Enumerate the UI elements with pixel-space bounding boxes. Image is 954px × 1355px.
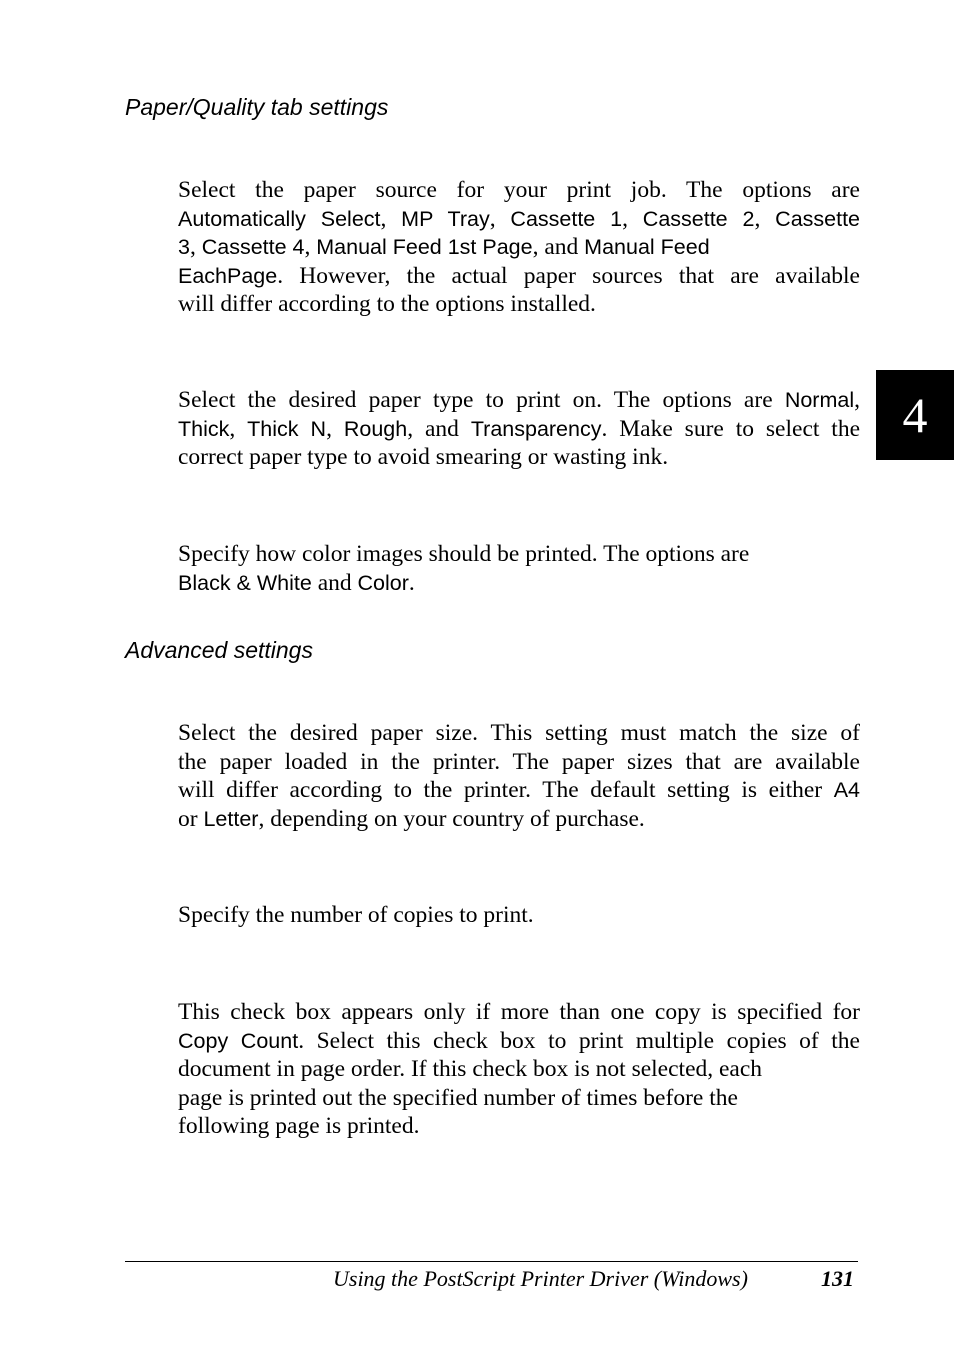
option-rough: Rough	[343, 416, 408, 441]
option-a4: A4	[833, 778, 860, 803]
text-line: document in page order. If this check box is not selected, each	[178, 1056, 763, 1083]
option-manual-feed-1st-page: Manual Feed 1st Page	[316, 235, 533, 260]
text-line: following page is printed.	[178, 1113, 420, 1140]
footer-divider	[125, 1261, 858, 1262]
option-cassette-2: Cassette 2	[642, 206, 755, 231]
text-line: correct paper type to avoid smearing or wasting ink.	[178, 444, 669, 471]
section-heading-paper-quality: Paper/Quality tab settings	[125, 94, 389, 120]
text-line: or Letter, depending on your country of purchase.	[178, 805, 645, 832]
text-line: EachPage. However, the actual paper sources that are available	[178, 262, 860, 289]
text-line: 3, Cassette 4, Manual Feed 1st Page, and Manual Feed	[178, 234, 710, 261]
paragraph-color	[178, 540, 860, 597]
option-manual-feed-eachpage: Manual Feed	[584, 235, 710, 260]
text-line: Copy Count. Select this check box to print multiple copies of the	[178, 1027, 860, 1054]
paragraph-paper-source	[178, 176, 860, 319]
text-line: will differ according to the options installed.	[178, 291, 596, 318]
text-line: Select the desired paper type to print on. The options are Normal,	[178, 387, 860, 413]
option-black-white: Black & White	[178, 570, 312, 595]
text-line: Specify the number of copies to print.	[178, 902, 534, 928]
option-transparency: Transparency	[470, 416, 602, 441]
option-normal: Normal	[784, 388, 855, 412]
text-line: Automatically Select, MP Tray, Cassette 1, Cassette 2, Cassette	[178, 205, 861, 232]
option-cassette-1: Cassette 1	[510, 206, 623, 231]
option-copy-count: Copy Count	[178, 1028, 299, 1053]
chapter-tab	[876, 370, 954, 460]
option-thick-n: Thick N	[247, 416, 327, 441]
text-line: will differ according to the printer. The default setting is either A4	[178, 777, 860, 804]
option-cassette-4: Cassette 4	[201, 235, 305, 260]
option-mp-tray: MP Tray	[401, 206, 490, 231]
text-line: Select the desired paper size. This setting must match the size of	[178, 720, 860, 746]
text-line: Select the paper source for your print job. The options are	[178, 177, 860, 203]
text-line: page is printed out the specified number of times before the	[178, 1084, 738, 1111]
section-heading-advanced: Advanced settings	[125, 637, 313, 663]
paragraph-copies	[178, 901, 860, 930]
text-line: Black & White and Color.	[178, 569, 415, 596]
option-letter: Letter	[203, 806, 259, 831]
text-line: This check box appears only if more than one copy is specified for	[178, 999, 860, 1025]
text-line: Specify how color images should be printed. The options are	[178, 541, 750, 567]
option-thick: Thick	[178, 416, 230, 441]
option-color: Color	[357, 570, 409, 595]
text-line: the paper loaded in the printer. The paper sizes that are available	[178, 748, 860, 775]
text-line: Thick, Thick N, Rough, and Transparency. Make sure to select the	[178, 415, 861, 442]
option-cassette-3: Cassette	[775, 206, 861, 231]
paragraph-collate	[178, 998, 860, 1141]
page-number: 131	[821, 1266, 854, 1291]
option-automatically-select: Automatically Select	[178, 206, 381, 231]
footer-title: Using the PostScript Printer Driver (Windows)	[333, 1266, 748, 1291]
chapter-number: 4	[902, 387, 928, 443]
paragraph-paper-size	[178, 719, 860, 833]
paragraph-paper-type	[178, 386, 860, 472]
